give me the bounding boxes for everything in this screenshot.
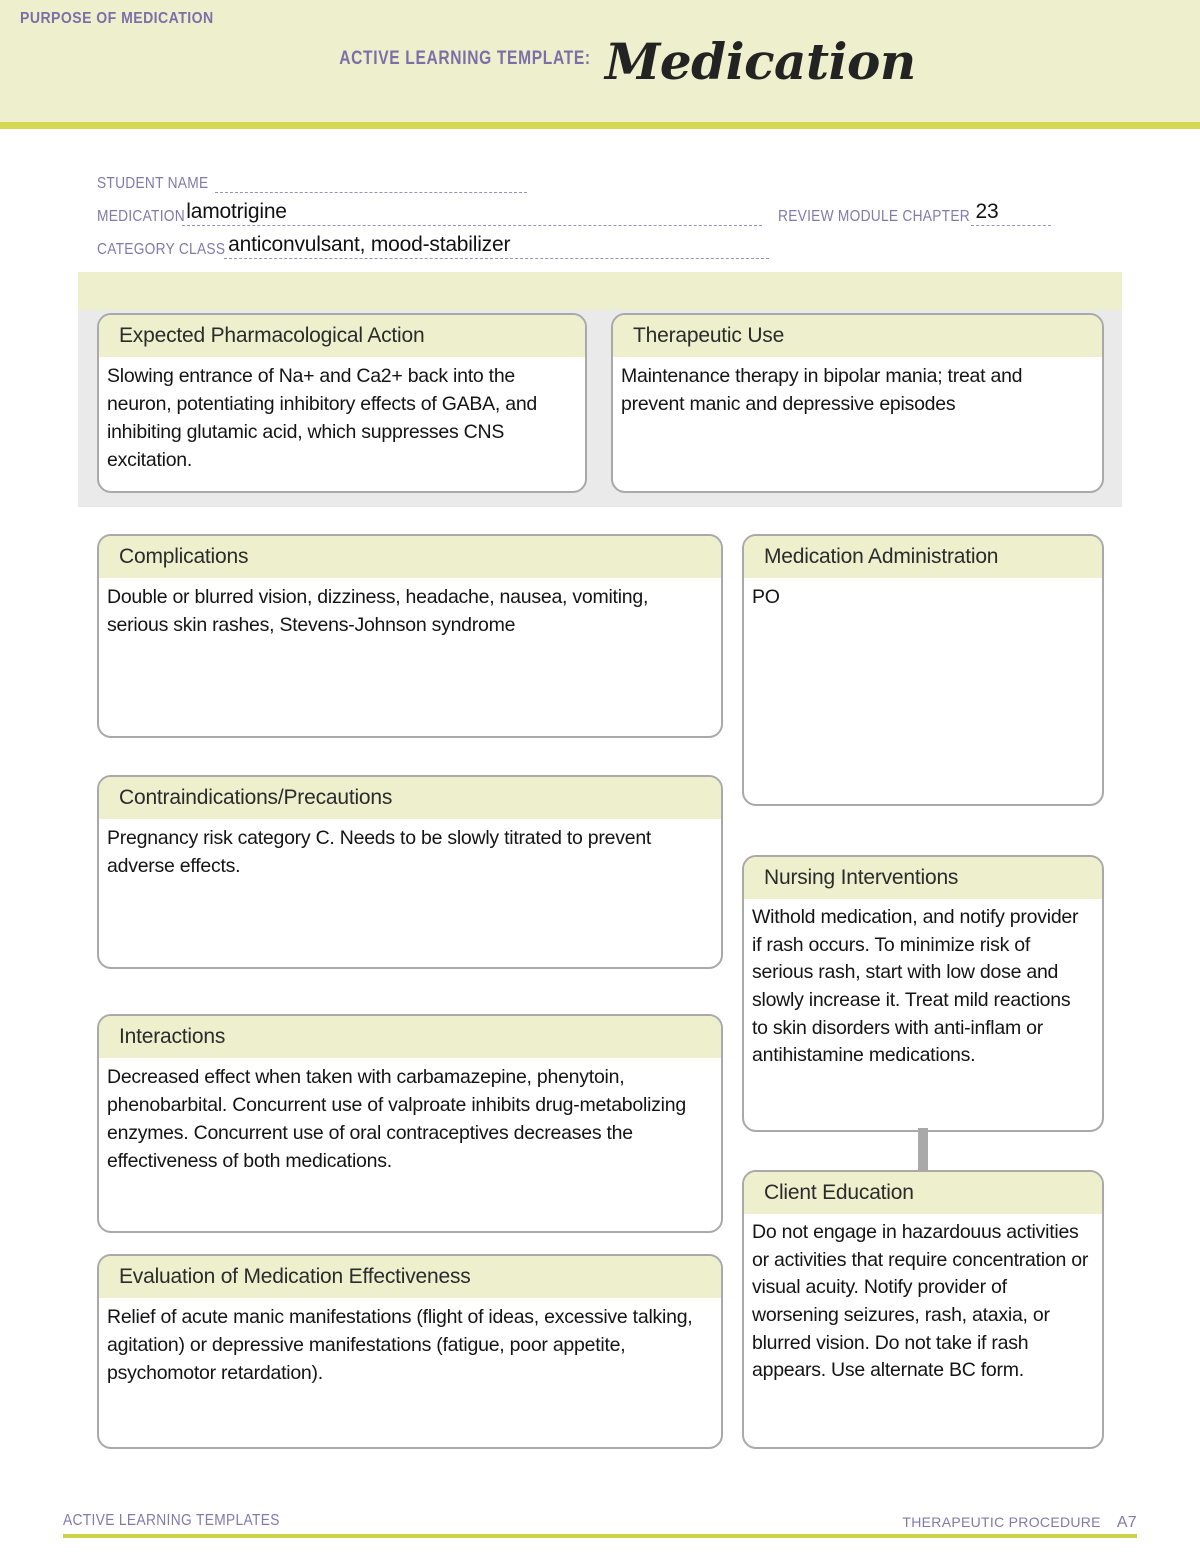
card-interactions[interactable] xyxy=(97,1014,723,1233)
category-class-value: anticonvulsant, mood-stabilizer xyxy=(228,233,511,256)
card-title: Therapeutic Use xyxy=(613,315,1102,357)
card-body: Relief of acute manic manifestations (flight of ideas, excessive talking, agitation) or depressive manifestations (fatigue, poor appetite, psychomotor retardation). xyxy=(107,1306,693,1385)
card-client-education[interactable] xyxy=(742,1170,1104,1449)
card-body: Maintenance therapy in bipolar mania; treat and prevent manic and depressive episodes xyxy=(621,365,1023,416)
medication-label: MEDICATION xyxy=(97,208,185,225)
footer-meta xyxy=(902,1514,1137,1532)
card-title: Interactions xyxy=(99,1016,721,1058)
card-body: Slowing entrance of Na+ and Ca2+ back into the neuron, potentiating inhibitory effects of GABA, and inhibiting glutamic acid, which suppresses CNS excitation. xyxy=(107,365,538,472)
card-body: Withold medication, and notify provider if rash occurs. To minimize risk of serious rash, start with low dose and slowly increase it. Treat mild reactions to skin disorders with anti-inflam or antihistamine medications. xyxy=(752,906,1079,1067)
student-name-input[interactable] xyxy=(215,172,527,193)
card-therapeutic-use[interactable] xyxy=(611,313,1104,493)
card-expected-pharmacological-action[interactable] xyxy=(97,313,587,493)
header-kicker: ACTIVE LEARNING TEMPLATE: xyxy=(339,48,591,69)
purpose-of-medication-header xyxy=(78,272,1122,310)
card-body: Decreased effect when taken with carbamazepine, phenytoin, phenobarbital. Concurrent use of valproate inhibits drug-metabolizing enzymes. Concurrent use of oral contraceptives decreases the effectiveness of both medications. xyxy=(107,1066,686,1173)
card-medication-administration[interactable] xyxy=(742,534,1104,806)
card-title: Contraindications/Precautions xyxy=(99,777,721,819)
medication-value: lamotrigine xyxy=(186,200,287,223)
medication-input[interactable] xyxy=(182,200,762,226)
category-class-input[interactable] xyxy=(224,233,769,259)
footer-divider-rule xyxy=(63,1534,1137,1538)
card-title: Client Education xyxy=(744,1172,1102,1214)
review-module-chapter-value: 23 xyxy=(975,200,999,223)
card-contraindications-precautions[interactable] xyxy=(97,775,723,969)
page-title: Medication xyxy=(605,31,916,91)
card-connector-bar xyxy=(918,1128,928,1172)
card-complications[interactable] xyxy=(97,534,723,738)
card-nursing-interventions[interactable] xyxy=(742,855,1104,1132)
card-body: Double or blurred vision, dizziness, headache, nausea, vomiting, serious skin rashes, Stevens-Johnson syndrome xyxy=(107,586,649,637)
card-title: Complications xyxy=(99,536,721,578)
category-class-label: CATEGORY CLASS xyxy=(97,241,226,258)
card-body: PO xyxy=(752,586,780,608)
student-name-label: STUDENT NAME xyxy=(97,175,209,192)
card-title: Medication Administration xyxy=(744,536,1102,578)
review-module-chapter-input[interactable] xyxy=(971,200,1051,226)
card-body: Do not engage in hazardouus activities or activities that require concentration or visual acuity. Notify provider of worsening seizures, rash, ataxia, or blurred vision. Do not take if rash appears. Use alternate BC form. xyxy=(752,1221,1089,1382)
footer-brand: ACTIVE LEARNING TEMPLATES xyxy=(63,1512,280,1529)
header-divider-rule xyxy=(0,122,1200,129)
medication-row xyxy=(97,193,1109,226)
footer-page-number: A7 xyxy=(1116,1514,1137,1531)
category-class-row xyxy=(97,226,1109,259)
card-body: Pregnancy risk category C. Needs to be slowly titrated to prevent adverse effects. xyxy=(107,827,652,878)
review-module-chapter-label: REVIEW MODULE CHAPTER xyxy=(778,208,971,225)
form-fields xyxy=(97,160,1109,259)
purpose-of-medication-title: PURPOSE OF MEDICATION xyxy=(20,10,214,27)
student-name-row xyxy=(97,160,1109,193)
card-title: Evaluation of Medication Effectiveness xyxy=(99,1256,721,1298)
card-title: Nursing Interventions xyxy=(744,857,1102,899)
card-evaluation-of-medication-effectiveness[interactable] xyxy=(97,1254,723,1449)
footer-category: THERAPEUTIC PROCEDURE xyxy=(902,1514,1101,1530)
card-title: Expected Pharmacological Action xyxy=(99,315,585,357)
